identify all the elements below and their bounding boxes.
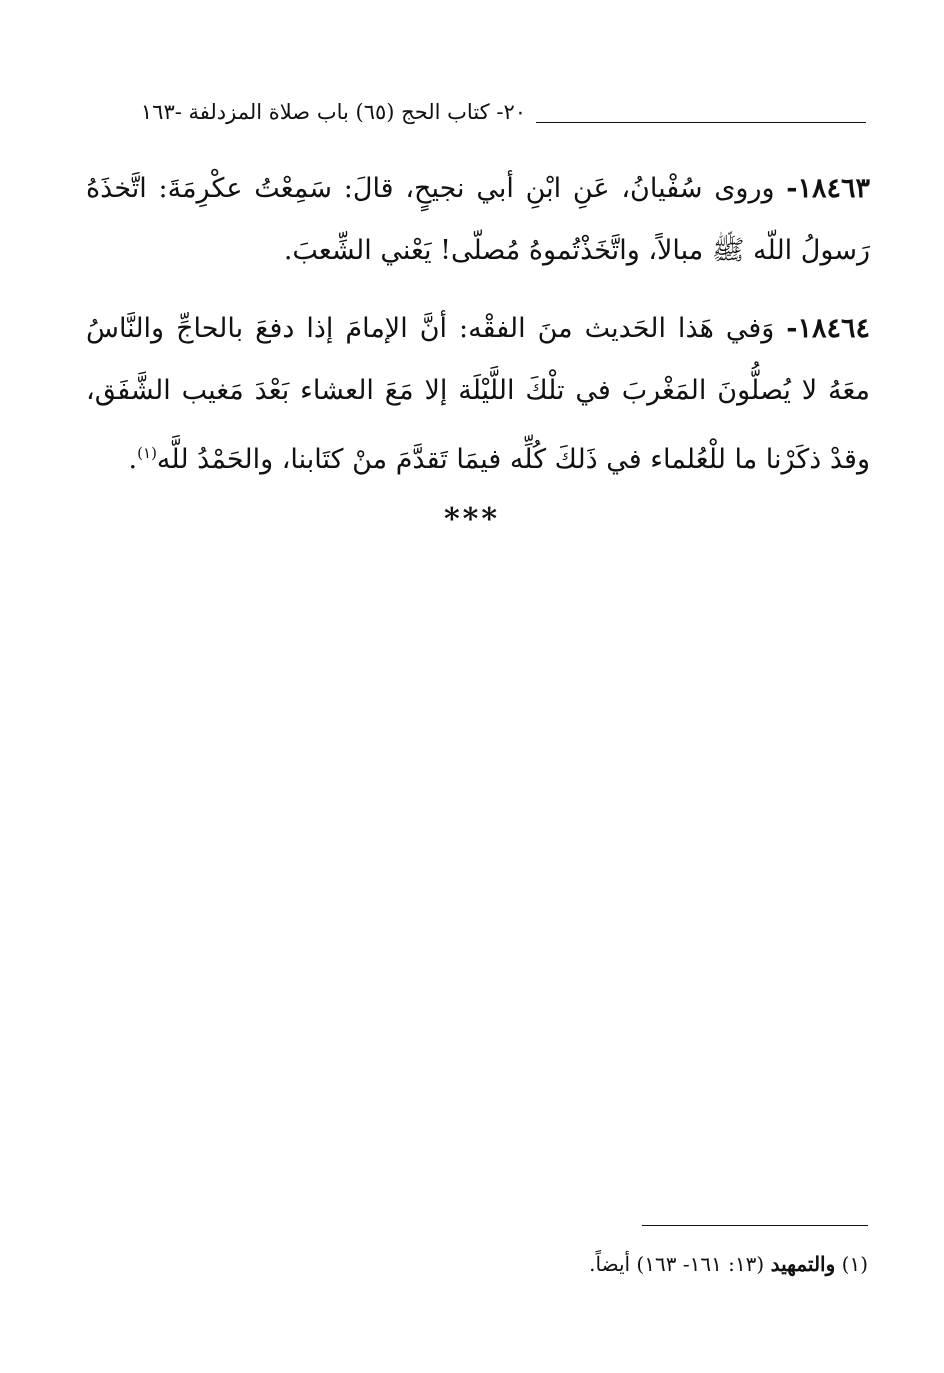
hadith-text: وروى سُفْيانُ، عَنِ ابْنِ أبي نجيحٍ، قالَ: سَمِعْتُ عكْرِمَةَ: اتَّخذَهُ رَسولُ اللّه ﷺ مبالاً، واتَّخَذْتُموهُ مُصلّى! يَعْني الشِّعبَ. (86, 173, 870, 266)
running-header (94, 100, 866, 134)
footnote-source: والتمهيد (770, 1252, 836, 1276)
header-title: ٢٠- كتاب الحج (٦٥) باب صلاة المزدلفة -١٦٣ (140, 100, 526, 124)
sentence-end: . (128, 444, 138, 475)
hadith-number: ١٨٤٦٣- (786, 173, 870, 204)
footnote-marker: (١) (841, 1252, 868, 1276)
footnote-rule (642, 1225, 868, 1226)
hadith-paragraph-18463 (86, 158, 870, 282)
header-rule (536, 122, 866, 123)
footnote (589, 1252, 868, 1276)
footnote-detail: (١٣: ١٦١- ١٦٣) أيضاً. (589, 1252, 765, 1276)
footnote-reference: (١) (137, 444, 157, 462)
hadith-paragraph-18464 (86, 298, 870, 491)
section-separator: *** (443, 502, 501, 537)
hadith-number: ١٨٤٦٤- (786, 313, 870, 344)
hadith-text: وَفي هَذا الحَديث منَ الفقْه: أنَّ الإمامَ إذا دفعَ بالحاجِّ والنَّاسُ معَهُ لا يُصلُّونَ المَغْربَ في تلْكَ اللَّيْلَة إلا مَعَ العشاء بَعْدَ مَغيب الشَّفَق، وقدْ ذكَرْنا ما للْعُلماء في ذَلكَ كُلِّه فيمَا تَقدَّمَ منْ كتَابنا، والحَمْدُ للَّه (86, 313, 870, 475)
